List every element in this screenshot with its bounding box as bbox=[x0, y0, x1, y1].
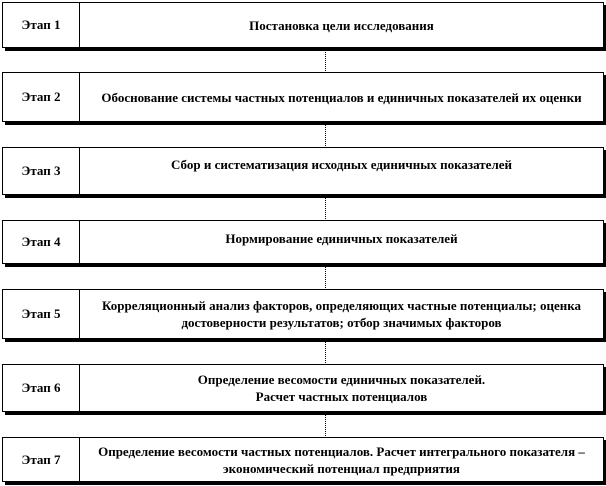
stage-5-text: Корреляционный анализ факторов, определяющих частные потенциалы; оценка достоверности результатов; отбор значимых факторов bbox=[101, 298, 582, 330]
stage-4-text: Нормирование единичных показателей bbox=[225, 231, 458, 246]
connector-1-2 bbox=[325, 49, 326, 71]
connector-3-4 bbox=[325, 196, 326, 219]
stage-2-text: Обоснование системы частных потенциалов и единичных показателей их оценки bbox=[101, 89, 582, 105]
stage-4-label: Этап 4 bbox=[3, 221, 80, 263]
connector-5-6 bbox=[325, 340, 326, 363]
stage-1-text: Постановка цели исследования bbox=[249, 17, 434, 33]
stage-3-label: Этап 3 bbox=[3, 148, 80, 194]
stage-5-label: Этап 5 bbox=[3, 290, 80, 338]
connector-2-3 bbox=[325, 123, 326, 146]
stage-7-label: Этап 7 bbox=[3, 438, 80, 481]
stage-1-label: Этап 1 bbox=[3, 3, 80, 47]
stage-3-text: Сбор и систематизация исходных единичных показателей bbox=[170, 157, 512, 172]
stage-7-text: Определение весомости частных потенциалов. Расчет интегрального показателя – экономический потенциал предприятия bbox=[98, 443, 585, 476]
stage-2-label: Этап 2 bbox=[3, 73, 80, 121]
stage-4-box bbox=[2, 220, 604, 264]
stage-5-box bbox=[2, 289, 604, 339]
connector-6-7 bbox=[325, 413, 326, 436]
stage-2-box bbox=[2, 72, 604, 122]
connector-4-5 bbox=[325, 265, 326, 288]
stage-3-box bbox=[2, 147, 604, 195]
stage-7-box bbox=[2, 437, 604, 482]
stage-6-box bbox=[2, 364, 604, 412]
stage-6-text: Определение весомости единичных показателей. Расчет частных потенциалов bbox=[197, 372, 486, 404]
stage-6-label: Этап 6 bbox=[3, 365, 80, 411]
stage-1-box bbox=[2, 2, 604, 48]
